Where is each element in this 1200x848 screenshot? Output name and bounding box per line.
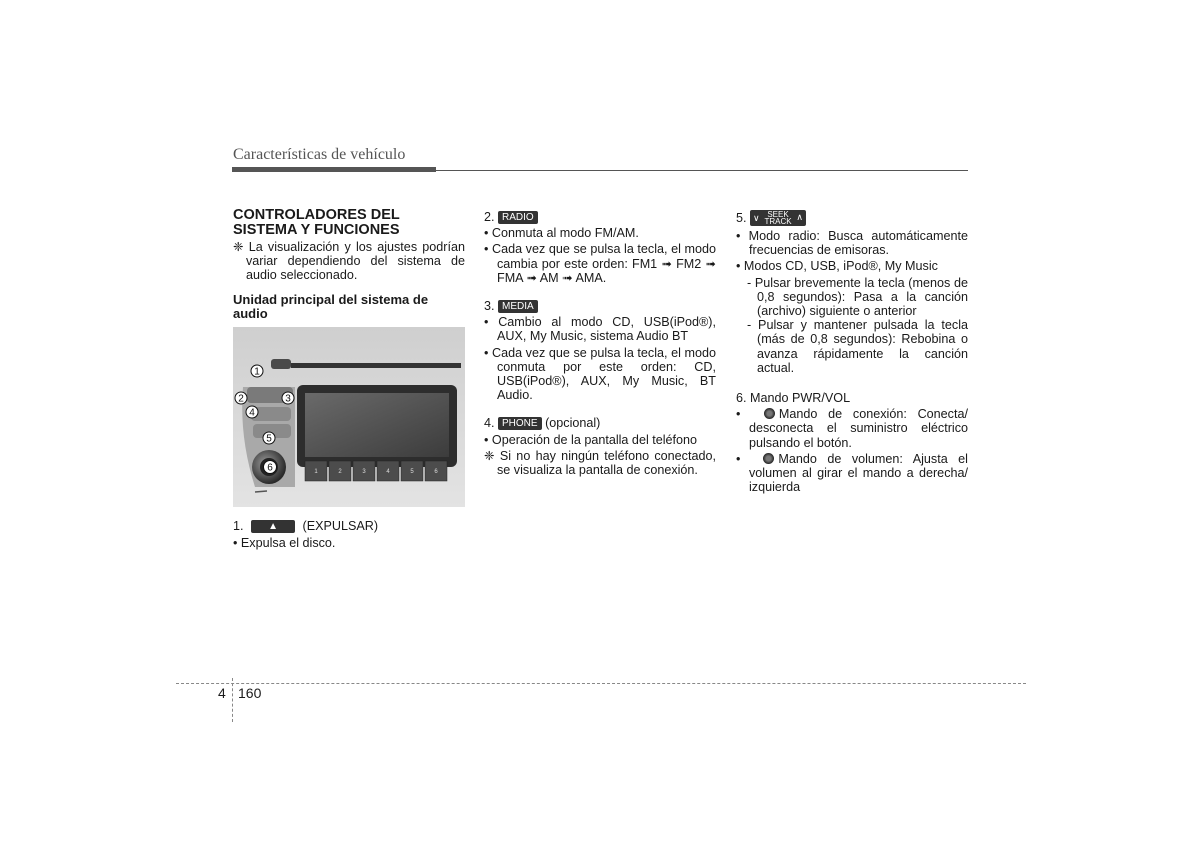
item-label: (EXPULSAR): [302, 519, 379, 533]
track-label: TRACK: [764, 217, 792, 226]
item-number: 1.: [233, 519, 244, 533]
header-bar: [232, 167, 436, 172]
preset-label: 2: [338, 469, 342, 475]
bullet: • Cada vez que se pulsa la tecla, el modo cambia por este orden: FM1 ➟ FM2 ➟ FMA ➟ AM ➟ AMA.: [484, 242, 716, 285]
callout-5: 5: [266, 433, 272, 445]
bullet-text: Mando de conexión: Conecta/ desconecta el suministro eléctrico pulsando el botón.: [749, 407, 968, 450]
bullet: • Cada vez que se pulsa la tecla, el modo conmuta por este orden: CD, USB(iPod®), AUX, My Music, BT Audio.: [484, 345, 716, 403]
bullet: • Expulsa el disco.: [233, 536, 336, 551]
item-number: 2.: [484, 210, 495, 224]
seek-label: SEEK: [767, 210, 789, 219]
footer-divider: [232, 678, 233, 722]
header-rule: [436, 170, 968, 171]
item-label: (opcional): [545, 416, 601, 431]
bullet: • Conmuta al modo FM/AM.: [484, 226, 639, 241]
column-1: [233, 208, 465, 328]
section-heading: CONTROLADORES DEL SISTEMA Y FUNCIONES: [233, 207, 400, 238]
bullet: • Modo radio: Busca automáticamente frecuencias de emisoras.: [736, 229, 968, 258]
radio-key: RADIO: [498, 211, 538, 224]
sub-bullet: - Pulsar brevemente la tecla (menos de 0,8 segundos): Pasa a la canción (archivo) siguiente o anterior: [747, 275, 968, 319]
bullet: • Operación de la pantalla del teléfono: [484, 432, 698, 447]
bullet: • Mando de conexión: Conecta/ desconecta el suministro eléctrico pulsando el botón.: [736, 407, 968, 450]
page-number: 160: [238, 685, 262, 701]
callout-6: 6: [267, 462, 273, 474]
preset-label: 6: [434, 469, 438, 475]
bullet: • Mando de volumen: Ajusta el volumen al girar el mando a derecha/ izquierda: [736, 451, 968, 495]
callout-4: 4: [249, 407, 255, 419]
phone-key: PHONE: [498, 417, 542, 430]
note: ❈ Si no hay ningún teléfono conectado, se visualiza la pantalla de conexión.: [484, 448, 716, 478]
bullet: • Modos CD, USB, iPod®, My Music: [736, 259, 938, 274]
column-3: [736, 210, 968, 496]
item-1: [233, 519, 465, 552]
subheading: Unidad principal del sistema de audio: [233, 291, 429, 322]
seek-track-key: [750, 210, 806, 226]
item-number: 3.: [484, 299, 495, 314]
knob-icon: [763, 453, 774, 464]
column-2: [484, 210, 716, 479]
audio-unit-drawing: [233, 327, 465, 507]
callout-2: 2: [238, 393, 244, 405]
note: ❈ La visualización y los ajustes podrían variar dependiendo del sistema de audio seleccionado.: [233, 240, 465, 283]
eject-key: ▲: [251, 520, 295, 533]
media-key: MEDIA: [498, 300, 538, 313]
callout-3: 3: [285, 393, 291, 405]
callout-1: 1: [254, 366, 260, 378]
footer-rule: [176, 683, 1026, 684]
bullet: • Cambio al modo CD, USB(iPod®), AUX, My Music, sistema Audio BT: [484, 315, 716, 344]
chevron-down-icon: ∨: [753, 213, 760, 223]
item-number: 5.: [736, 211, 747, 225]
audio-unit-illustration: [233, 327, 465, 507]
chapter-number: 4: [218, 685, 226, 701]
preset-label: 1: [314, 469, 318, 475]
preset-label: 5: [410, 469, 414, 475]
bullet-text: Mando de volumen: Ajusta el volumen al girar el mando a derecha/ izquierda: [749, 451, 968, 495]
page-header-title: Características de vehículo: [233, 146, 406, 163]
chevron-up-icon: ∧: [796, 212, 804, 222]
preset-label: 4: [386, 469, 390, 475]
sub-bullet: - Pulsar y mantener pulsada la tecla (más de 0,8 segundos): Rebobina o avanza rápidamente la canción actual.: [747, 318, 968, 375]
item-6-title: 6. Mando PWR/VOL: [736, 391, 851, 406]
knob-icon: [764, 408, 775, 419]
preset-label: 3: [362, 469, 366, 475]
item-number: 4.: [484, 416, 495, 431]
